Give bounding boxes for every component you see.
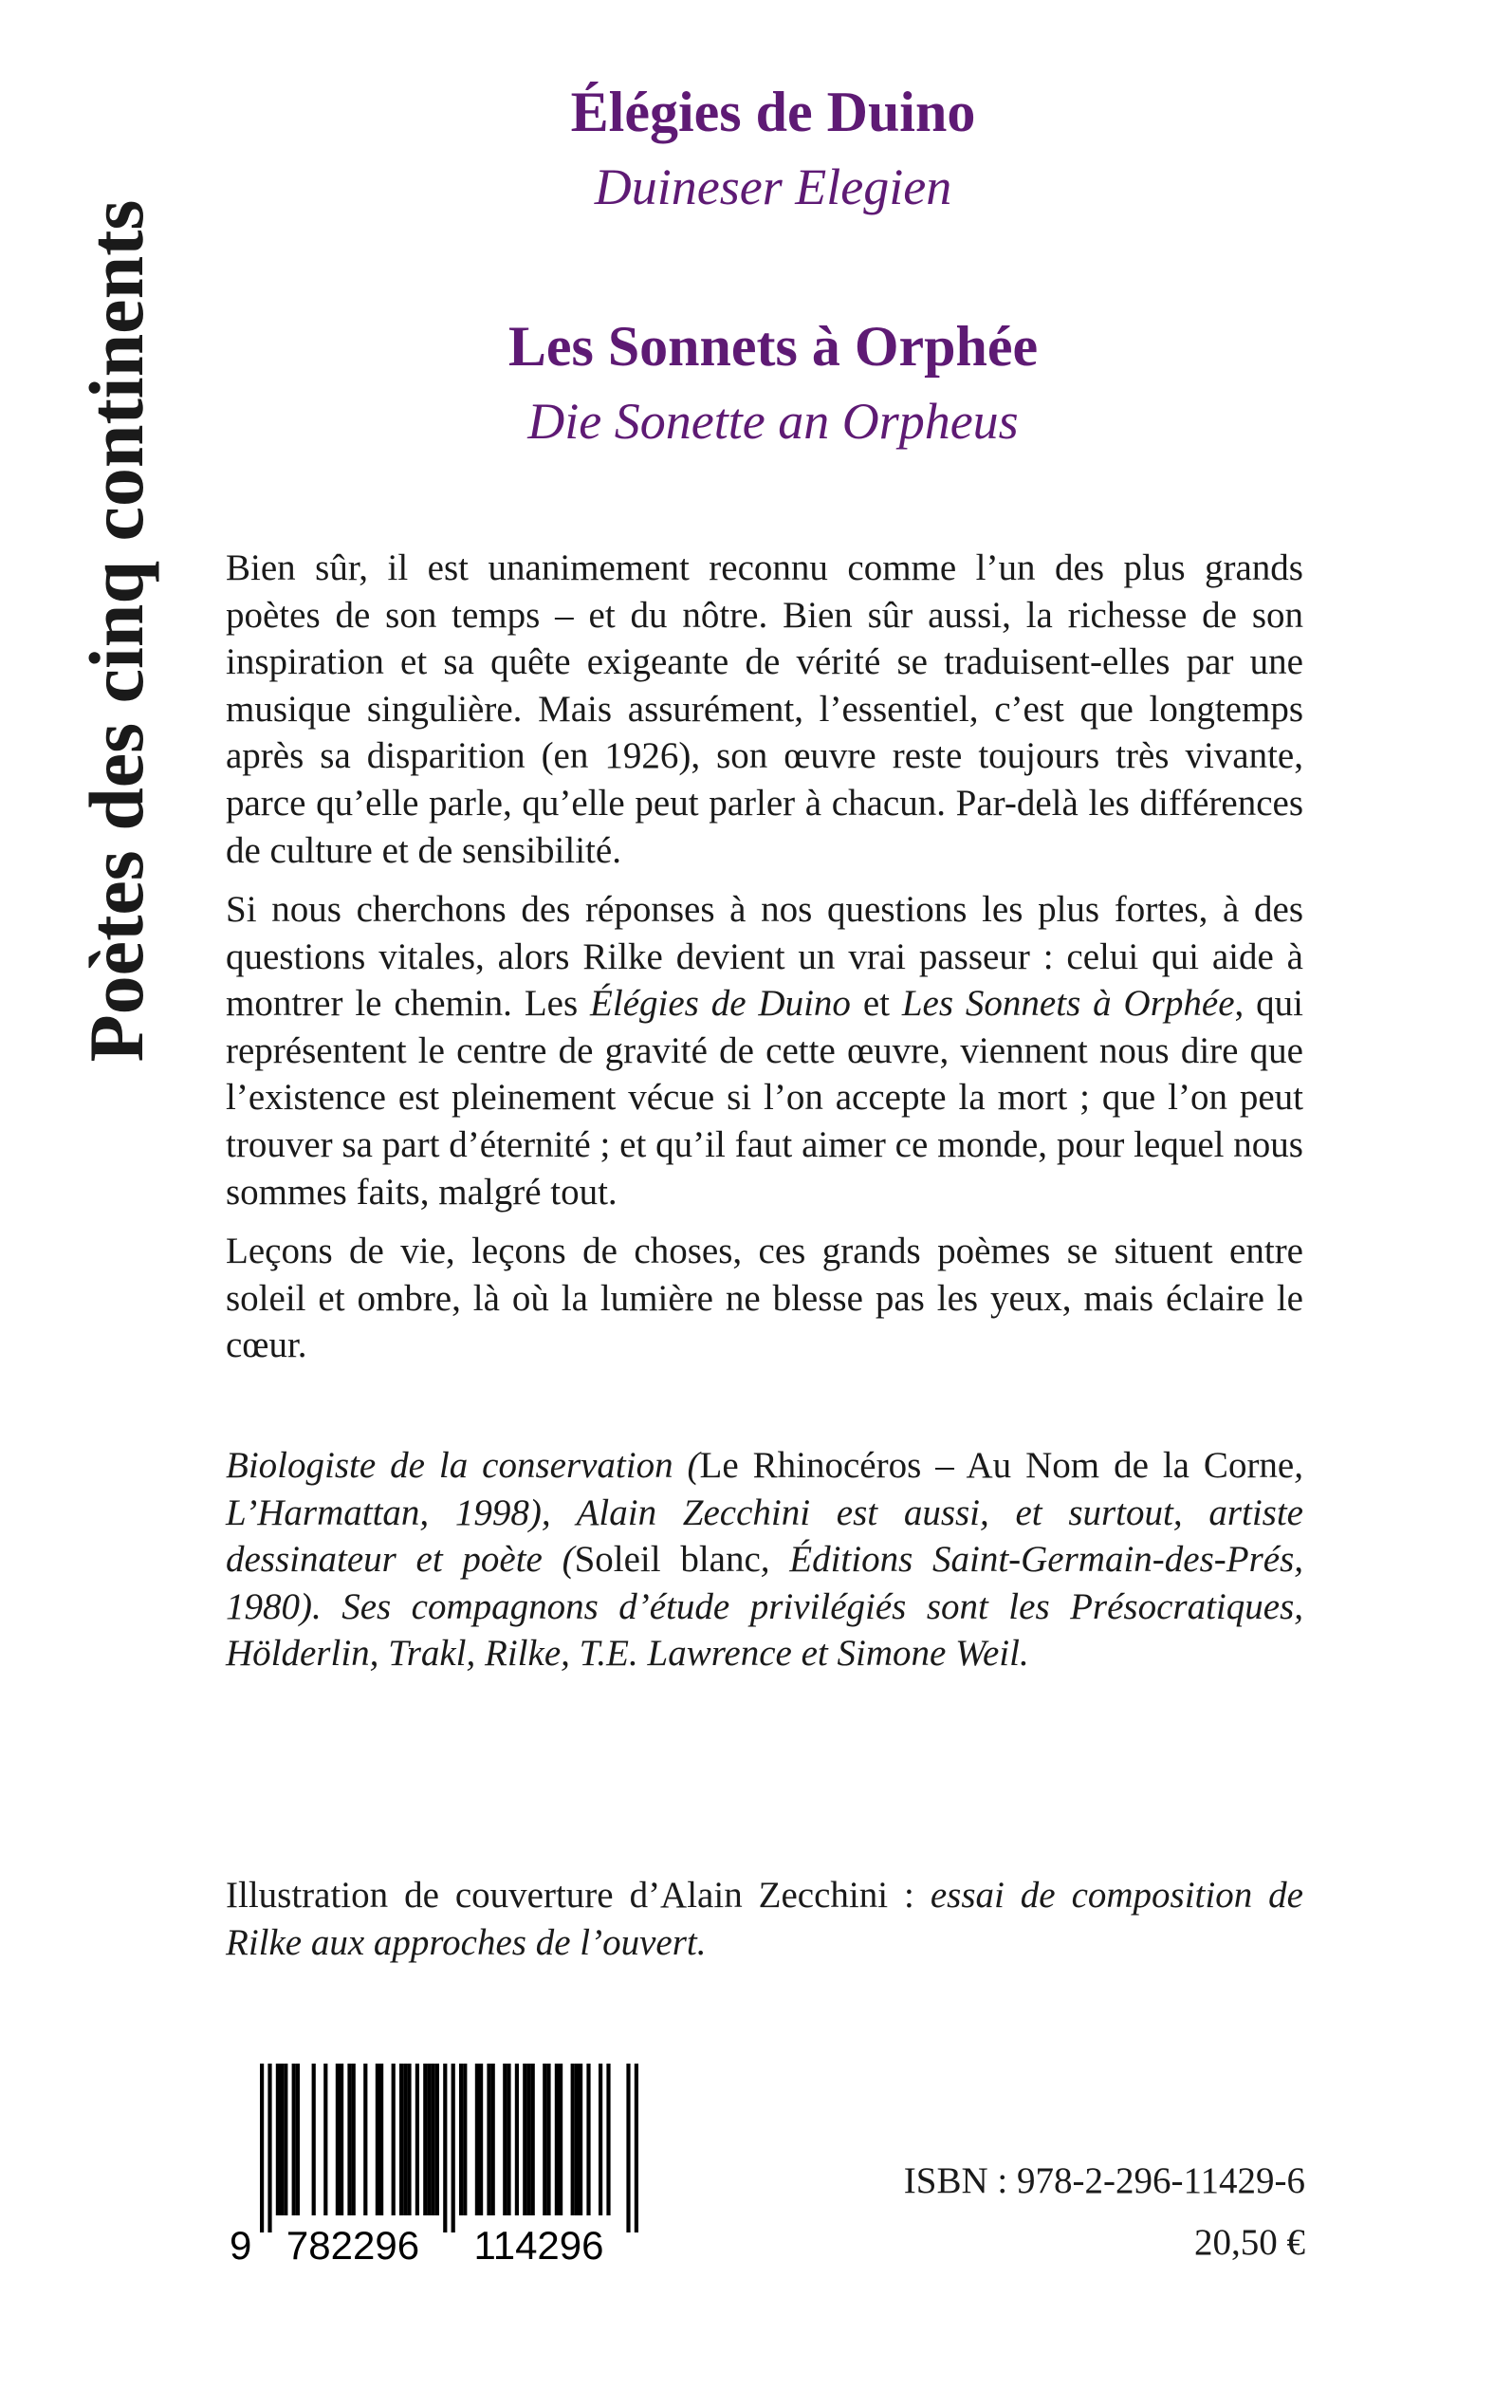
barcode-bar	[352, 2064, 356, 2215]
barcode-bar	[479, 2064, 483, 2215]
cover-illustration-credit	[226, 1872, 1303, 1966]
title-block-2	[223, 315, 1323, 450]
barcode-bar	[407, 2064, 411, 2215]
barcode-bar	[296, 2064, 300, 2215]
title-block-1	[223, 83, 1323, 213]
barcode-bar	[267, 2064, 271, 2232]
author-bio-text: Biologiste de la conservation (	[226, 1445, 700, 1486]
barcode-bar	[432, 2064, 435, 2215]
barcode-bars	[260, 2064, 638, 2232]
author-bio-text: , L’Harmattan, 1998), Alain Zecchini est aussi, et surtout, artiste dessinateur et poète (	[226, 1445, 1303, 1581]
barcode-bar	[606, 2064, 610, 2215]
barcode-bar	[586, 2064, 590, 2215]
paragraph-2-text: , qui représentent le centre de gravité de cette œuvre, viennent nous dire que l’existence est pleinement vécue si l’on accepte la mort ; que l’on peut trouver sa part d’éternité ; et qu’il faut aimer ce monde, pour lequel nous sommes faits, malgré tout.	[226, 983, 1303, 1213]
barcode-bar	[571, 2064, 575, 2215]
barcode-bar	[276, 2064, 280, 2215]
barcode-bar	[507, 2064, 510, 2215]
paragraph-3: Leçons de vie, leçons de choses, ces grands poèmes se situent entre soleil et ombre, là où la lumière ne blesse pas les yeux, mais éclaire le cœur.	[226, 1231, 1303, 1366]
isbn: ISBN : 978-2-296-11429-6	[903, 2160, 1305, 2201]
barcode-bar	[523, 2064, 526, 2215]
barcode-bar	[336, 2064, 340, 2215]
paragraph-2-title-elegies: Élégies de Duino	[590, 983, 851, 1025]
barcode-bar	[363, 2064, 367, 2215]
paragraph-2-text: Si nous cherchons des réponses à nos questions les plus fortes, à des questions vitales, alors Rilke devient un vrai passeur : celui qui aide à montrer le chemin. Les	[226, 889, 1303, 1025]
barcode-bar	[340, 2064, 343, 2215]
barcode-bar	[555, 2064, 559, 2215]
barcode-bar	[503, 2064, 507, 2215]
barcode-bar	[379, 2064, 383, 2215]
title-sonnets-german: Die Sonette an Orpheus	[527, 393, 1019, 450]
barcode-bar	[459, 2064, 463, 2215]
barcode-bar	[427, 2064, 431, 2215]
barcode-bar	[443, 2064, 447, 2232]
barcode-bar	[531, 2064, 535, 2215]
barcode-bar	[599, 2064, 602, 2215]
title-elegies: Élégies de Duino	[570, 81, 976, 143]
author-bio-book-title: Le Rhinocéros – Au Nom de la Corne	[699, 1445, 1295, 1486]
paragraph-2-text: et	[850, 983, 902, 1025]
barcode-bar	[546, 2064, 550, 2215]
cover-illustration-title: essai de composition de Rilke aux approches de l’ouvert.	[226, 1875, 1303, 1963]
barcode-bar	[559, 2064, 562, 2215]
barcode-bar	[487, 2064, 490, 2215]
barcode-bar	[515, 2064, 519, 2215]
barcode-bar	[347, 2064, 351, 2215]
barcode-bar	[526, 2064, 530, 2215]
barcode-bar	[575, 2064, 579, 2215]
paragraph-2	[226, 886, 1303, 1215]
barcode-bar	[260, 2064, 264, 2232]
barcode-bar	[423, 2064, 427, 2215]
barcode-bar	[435, 2064, 439, 2215]
barcode-bar	[392, 2064, 396, 2215]
barcode-digits-left: 782296	[286, 2223, 420, 2265]
barcode-bar	[415, 2064, 419, 2215]
barcode-bar	[403, 2064, 407, 2215]
series-name-vertical	[17, 190, 216, 1072]
barcode	[226, 2064, 672, 2265]
paragraph-2-title-sonnets: Les Sonnets à Orphée	[901, 983, 1235, 1025]
barcode-bar	[376, 2064, 379, 2215]
barcode-bar	[491, 2064, 495, 2215]
series-name: Poètes des cinq continents	[73, 199, 159, 1063]
barcode-bar	[292, 2064, 296, 2215]
barcode-bar	[284, 2064, 287, 2215]
barcode-digits-right: 114296	[473, 2223, 604, 2265]
barcode-bar	[475, 2064, 479, 2215]
title-sonnets: Les Sonnets à Orphée	[507, 315, 1039, 378]
paragraph-1: Bien sûr, il est unanimement reconnu comme l’un des plus grands poètes de son temps – et du nôtre. Bien sûr aussi, la richesse de son inspiration et sa quête exigeante de vérité se traduisent-elles par une musique singulière. Mais assurément, l’essentiel, c’est que longtemps après sa disparition (en 1926), son œuvre reste toujours très vivante, parce qu’elle parle, qu’elle peut parler à chacun. Par-delà les différences de culture et de sensibilité.	[226, 547, 1303, 871]
author-bio	[226, 1442, 1303, 1677]
barcode-bar	[312, 2064, 316, 2215]
title-elegies-german: Duineser Elegien	[594, 158, 952, 215]
barcode-digit-first: 9	[230, 2223, 252, 2265]
price: 20,50 €	[1194, 2222, 1305, 2263]
barcode-bar	[635, 2064, 638, 2232]
barcode-bar	[579, 2064, 582, 2215]
author-bio-text: , Éditions Saint-Germain-des-Prés, 1980). Ses compagnons d’étude privilégiés sont les Présocratiques, Hölderlin, Trakl, Rilke, T.E. Lawrence et Simone Weil.	[226, 1539, 1303, 1675]
cover-illustration-credit-text: Illustration de couverture d’Alain Zecchini :	[226, 1875, 931, 1916]
barcode-bar	[452, 2064, 455, 2232]
author-bio-book-title: Soleil blanc	[574, 1539, 761, 1581]
barcode-bar	[463, 2064, 467, 2215]
barcode-bar	[543, 2064, 546, 2215]
barcode-bar	[626, 2064, 630, 2232]
barcode-bar	[280, 2064, 284, 2215]
barcode-bar	[323, 2064, 327, 2215]
barcode-bar	[399, 2064, 403, 2215]
barcode-image	[226, 2064, 672, 2265]
